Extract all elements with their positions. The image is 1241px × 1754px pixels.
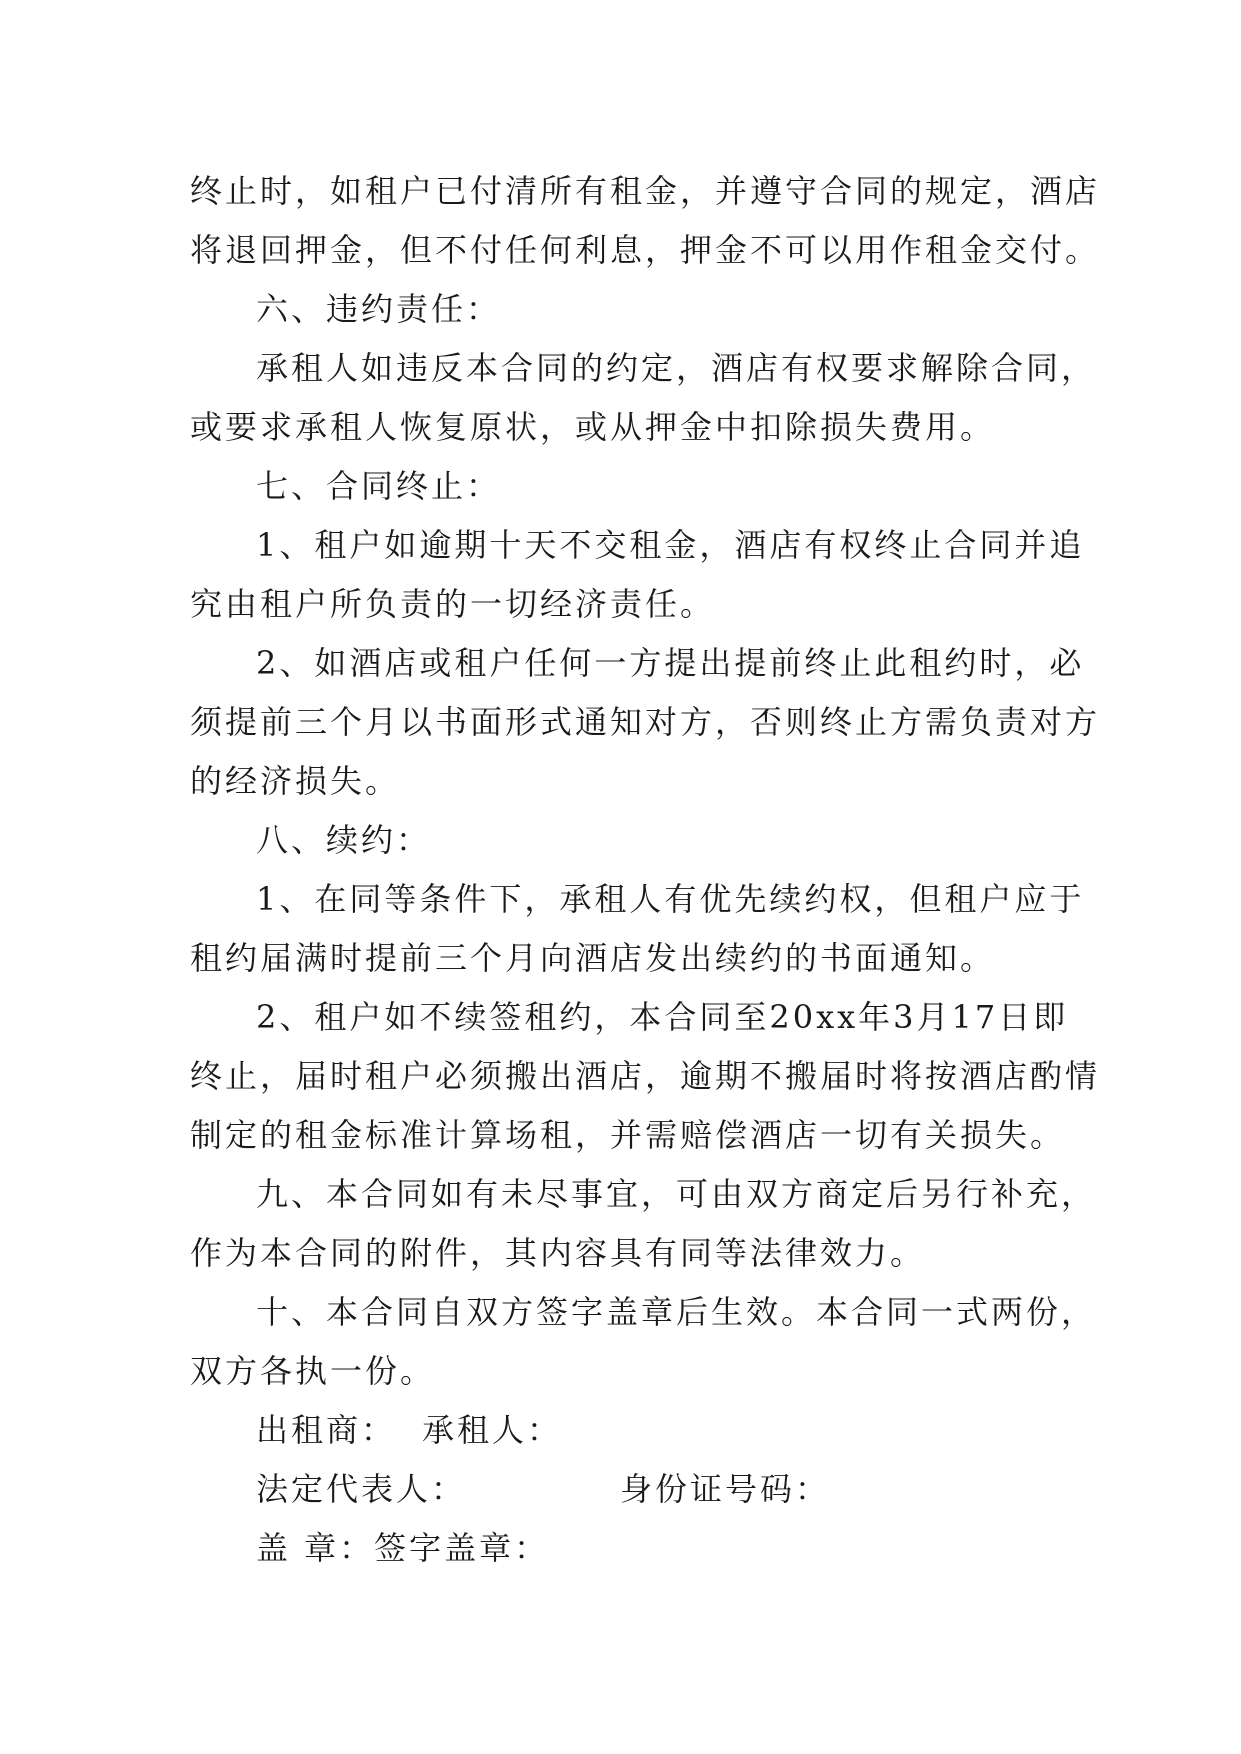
paragraph-line: 2、如酒店或租户任何一方提出提前终止此租约时，必 xyxy=(256,644,1085,682)
paragraph-line: 终止，届时租户必须搬出酒店，逾期不搬届时将按酒店酌情 xyxy=(190,1057,1101,1095)
paragraph-line: 2、租户如不续签租约，本合同至20xx年3月17日即 xyxy=(256,998,1069,1036)
paragraph-line: 双方各执一份。 xyxy=(190,1352,436,1390)
paragraph-line: 或要求承租人恢复原状，或从押金中扣除损失费用。 xyxy=(190,408,996,446)
contract-body xyxy=(190,162,1101,1578)
paragraph-line: 1、租户如逾期十天不交租金，酒店有权终止合同并追 xyxy=(256,526,1085,564)
lessee-label: 承租人： xyxy=(422,1411,563,1449)
signature-row-representative xyxy=(190,1460,1070,1519)
signature-row-seal xyxy=(190,1519,1070,1578)
paragraph-line: 究由租户所负责的一切经济责任。 xyxy=(190,585,716,623)
signature-row-parties xyxy=(190,1401,1070,1460)
paragraph-line: 制定的租金标准计算场租，并需赔偿酒店一切有关损失。 xyxy=(190,1116,1066,1154)
paragraph-line: 将退回押金，但不付任何利息，押金不可以用作租金交付。 xyxy=(190,231,1101,269)
paragraph-line: 九、本合同如有未尽事宜，可由双方商定后另行补充， xyxy=(256,1175,1097,1213)
paragraph-line: 承租人如违反本合同的约定，酒店有权要求解除合同， xyxy=(256,349,1097,387)
paragraph-line: 须提前三个月以书面形式通知对方，否则终止方需负责对方 xyxy=(190,703,1101,741)
section-heading-renewal: 八、续约： xyxy=(256,821,432,859)
seal-label: 盖 章：签字盖章： xyxy=(256,1529,550,1567)
section-heading-termination: 七、合同终止： xyxy=(256,467,502,505)
paragraph-line: 终止时，如租户已付清所有租金，并遵守合同的规定，酒店 xyxy=(190,172,1101,210)
paragraph-line: 作为本合同的附件，其内容具有同等法律效力。 xyxy=(190,1234,926,1272)
id-number-label: 身份证号码： xyxy=(620,1470,831,1508)
paragraph-line: 十、本合同自双方签字盖章后生效。本合同一式两份， xyxy=(256,1293,1097,1331)
section-heading-breach: 六、违约责任： xyxy=(256,290,502,328)
lessor-label: 出租商： xyxy=(256,1411,397,1449)
paragraph-line: 租约届满时提前三个月向酒店发出续约的书面通知。 xyxy=(190,939,996,977)
legal-rep-label: 法定代表人： xyxy=(256,1470,467,1508)
paragraph-line: 1、在同等条件下，承租人有优先续约权，但租户应于 xyxy=(256,880,1085,918)
paragraph-line: 的经济损失。 xyxy=(190,762,401,800)
